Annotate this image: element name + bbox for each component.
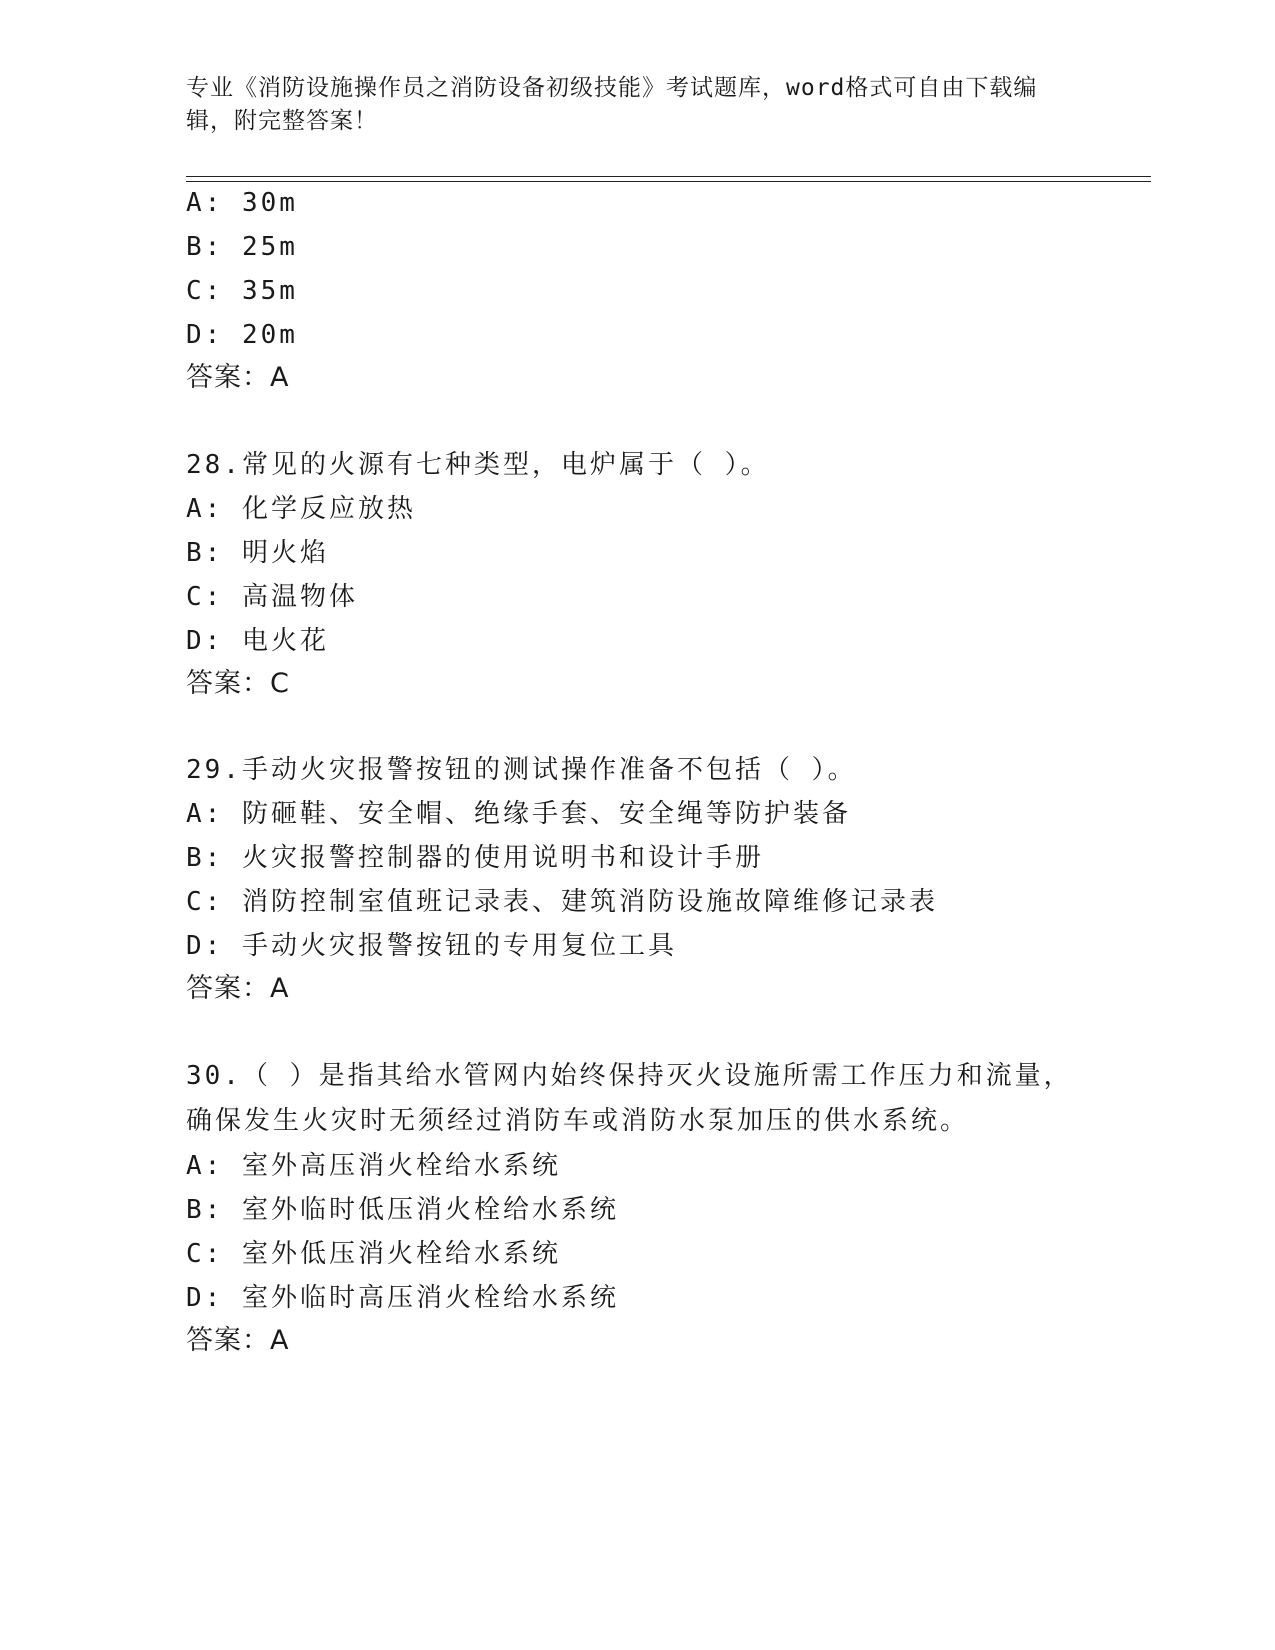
q29-option-c: C: 消防控制室值班记录表、建筑消防设施故障维修记录表 [186, 887, 938, 917]
q28-question: 28.常见的火源有七种类型，电炉属于（ ）。 [186, 450, 770, 480]
q28-option-a: A: 化学反应放热 [186, 494, 416, 524]
q27-option-d: D: 20m [186, 320, 298, 350]
q29-question: 29.手动火灾报警按钮的测试操作准备不包括（ ）。 [186, 755, 857, 785]
q29-option-d: D: 手动火灾报警按钮的专用复位工具 [186, 931, 677, 961]
q29-option-a: A: 防砸鞋、安全帽、绝缘手套、安全绳等防护装备 [186, 799, 851, 829]
q27-option-c: C: 35m [186, 276, 298, 306]
q27-answer: 答案：A [186, 362, 290, 393]
q28-answer: 答案：C [186, 668, 290, 699]
q29-answer: 答案：A [186, 973, 290, 1004]
header-divider-top [186, 176, 1151, 177]
q30-option-b: B: 室外临时低压消火栓给水系统 [186, 1195, 619, 1225]
q30-answer: 答案：A [186, 1325, 290, 1356]
q28-option-b: B: 明火焰 [186, 538, 329, 568]
q27-option-a: A: 30m [186, 188, 298, 218]
q30-option-c: C: 室外低压消火栓给水系统 [186, 1239, 561, 1269]
q28-option-c: C: 高温物体 [186, 582, 358, 612]
header-divider-bottom [186, 181, 1151, 182]
q29-option-b: B: 火灾报警控制器的使用说明书和设计手册 [186, 843, 764, 873]
q30-question: 30.（ ）是指其给水管网内始终保持灭火设施所需工作压力和流量，确保发生火灾时无须经过消防车或消防水泵加压的供水系统。 [186, 1061, 1073, 1136]
q30-option-a: A: 室外高压消火栓给水系统 [186, 1151, 561, 1181]
q30-option-d: D: 室外临时高压消火栓给水系统 [186, 1283, 619, 1313]
q27-option-b: B: 25m [186, 232, 298, 262]
q28-option-d: D: 电火花 [186, 626, 329, 656]
document-header: 专业《消防设施操作员之消防设备初级技能》考试题库，word格式可自由下载编辑，附完整答案！ [186, 75, 1038, 134]
